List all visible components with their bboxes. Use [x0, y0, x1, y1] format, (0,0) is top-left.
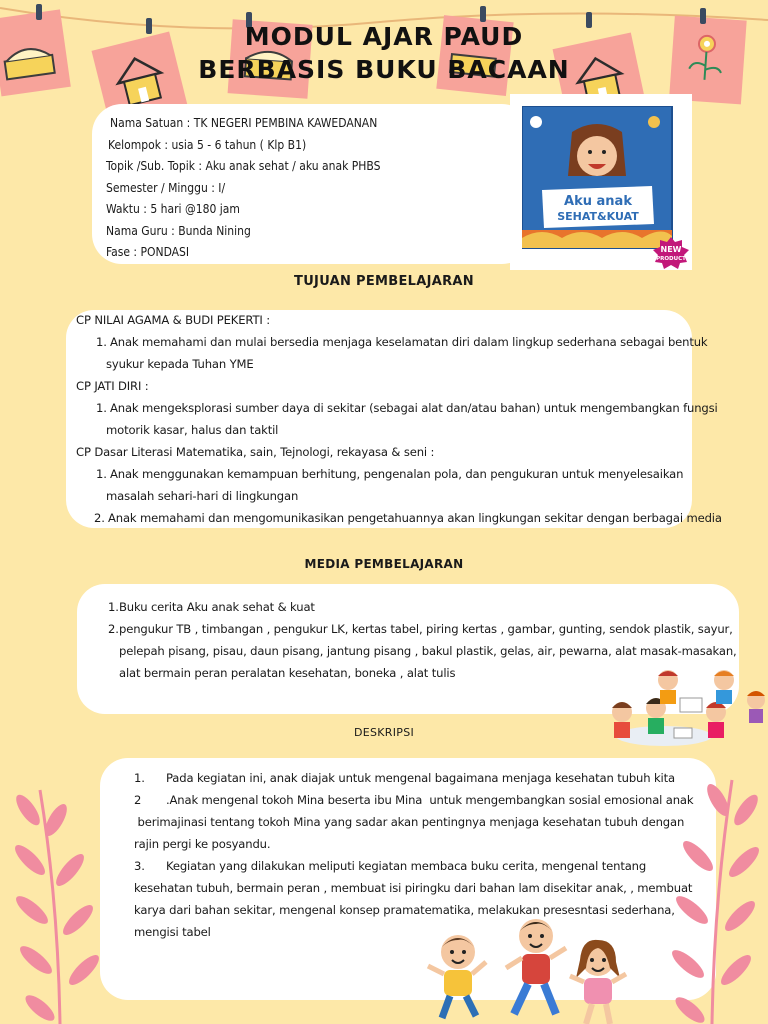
cp1-item1-line2: syukur kepada Tuhan YME — [106, 357, 254, 371]
info-topik: Topik /Sub. Topik : Aku anak sehat / aku anak PHBS — [106, 159, 381, 173]
cp3-label: CP Dasar Literasi Matematika, sain, Tejnologi, rekayasa & seni : — [76, 445, 435, 459]
info-kelompok: Kelompok : usia 5 - 6 tahun ( Klp B1) — [108, 137, 307, 152]
deskripsi-heading: DESKRIPSI — [353, 726, 415, 739]
badge-new: NEW — [660, 245, 682, 254]
running-kids-illustration — [420, 918, 634, 1024]
book-cover-image — [522, 106, 676, 250]
cp1-item1-num: 1. — [96, 335, 107, 349]
leaf-branch-right-icon — [662, 770, 768, 1024]
media-item1-num: 1. — [108, 600, 119, 614]
deskripsi-p2-line3: rajin pergi ke posyandu. — [134, 837, 271, 851]
info-waktu: Waktu : 5 hari @180 jam — [106, 202, 240, 216]
page-title-line2: BERBASIS BUKU BACAAN — [198, 55, 570, 84]
info-list — [106, 113, 380, 264]
deskripsi-p2-line2: berimajinasi tentang tokoh Mina yang sadar akan pentingnya menjaga kesehatan tubuh dengan — [134, 815, 685, 829]
cp3-item2-line1: Anak memahami dan mengomunikasikan pengetahuannya akan lingkungan sekitar dengan berbagai media — [108, 511, 722, 525]
cp2-item1-line2: motorik kasar, halus dan taktil — [106, 423, 279, 437]
book-title-line1: Aku anak — [564, 194, 632, 209]
deskripsi-p3-line1: 3. Kegiatan yang dilakukan meliputi kegiatan membaca buku cerita, mengenal tentang — [134, 859, 647, 873]
cp2-item1-num: 1. — [96, 401, 107, 415]
new-product-badge — [652, 236, 690, 270]
media-item2-num: 2. — [108, 622, 119, 636]
deskripsi-p3-line4: mengisi tabel — [134, 925, 211, 939]
media-item2-line2: pelepah pisang, pisau, daun pisang, jantung pisang , bakul plastik, gelas, air, pewarna, alat masak-masakan, — [119, 644, 737, 658]
media-item2-line1: pengukur TB , timbangan , pengukur LK, kertas tabel, piring kertas , gambar, gunting, sendok plastik, sayur, — [119, 622, 733, 636]
badge-product: PRODUCT — [656, 256, 686, 262]
page-title-line1: MODUL AJAR PAUD — [244, 22, 524, 51]
deskripsi-p1: 1. Pada kegiatan ini, anak diajak untuk mengenal bagaimana menjaga kesehatan tubuh kita — [134, 771, 675, 785]
cp3-item1-num: 1. — [96, 467, 107, 481]
cp3-item2-num: 2. — [94, 511, 105, 525]
info-semester: Semester / Minggu : I/ — [106, 180, 226, 195]
media-item2-line3: alat bermain peran peralatan kesehatan, boneka , alat tulis — [119, 666, 456, 680]
info-nama-guru: Nama Guru : Bunda Nining — [106, 223, 251, 238]
deskripsi-p2-line1: 2 .Anak mengenal tokoh Mina beserta ibu Mina untuk mengembangkan sosial emosional anak — [134, 793, 694, 807]
cp2-item1-line1: Anak mengeksplorasi sumber daya di sekitar (sebagai alat dan/atau bahan) untuk mengembangkan fungsi — [110, 401, 718, 415]
media-heading: MEDIA PEMBELAJARAN — [304, 557, 464, 571]
cp1-item1-line1: Anak memahami dan mulai bersedia menjaga keselamatan diri dalam lingkup sederhana sebagai bentuk — [110, 335, 708, 349]
tujuan-heading: TUJUAN PEMBELAJARAN — [294, 274, 474, 289]
cp1-label: CP NILAI AGAMA & BUDI PEKERTI : — [76, 313, 270, 327]
deskripsi-p3-line3: karya dari bahan sekitar, mengenal konsep pramatematika, melakukan presesntasi sederhana, — [134, 903, 675, 917]
cp3-item1-line2: masalah sehari-hari di lingkungan — [106, 489, 299, 503]
leaf-branch-left-icon — [0, 780, 110, 1024]
cp2-label: CP JATI DIRI : — [76, 379, 149, 393]
media-item1: Buku cerita Aku anak sehat & kuat — [119, 600, 315, 614]
info-fase: Fase : PONDASI — [106, 245, 190, 259]
cp3-item1-line1: Anak menggunakan kemampuan berhitung, pengenalan pola, dan pengukuran untuk menyelesaikan — [110, 467, 684, 481]
info-nama-satuan: Nama Satuan : TK NEGERI PEMBINA KAWEDANAN — [110, 116, 378, 130]
book-title-line2: SEHAT&KUAT — [557, 210, 639, 223]
deskripsi-p3-line2: kesehatan tubuh, bermain peran , membuat isi piringku dari bahan lam disekitar anak, , membuat — [134, 881, 693, 895]
